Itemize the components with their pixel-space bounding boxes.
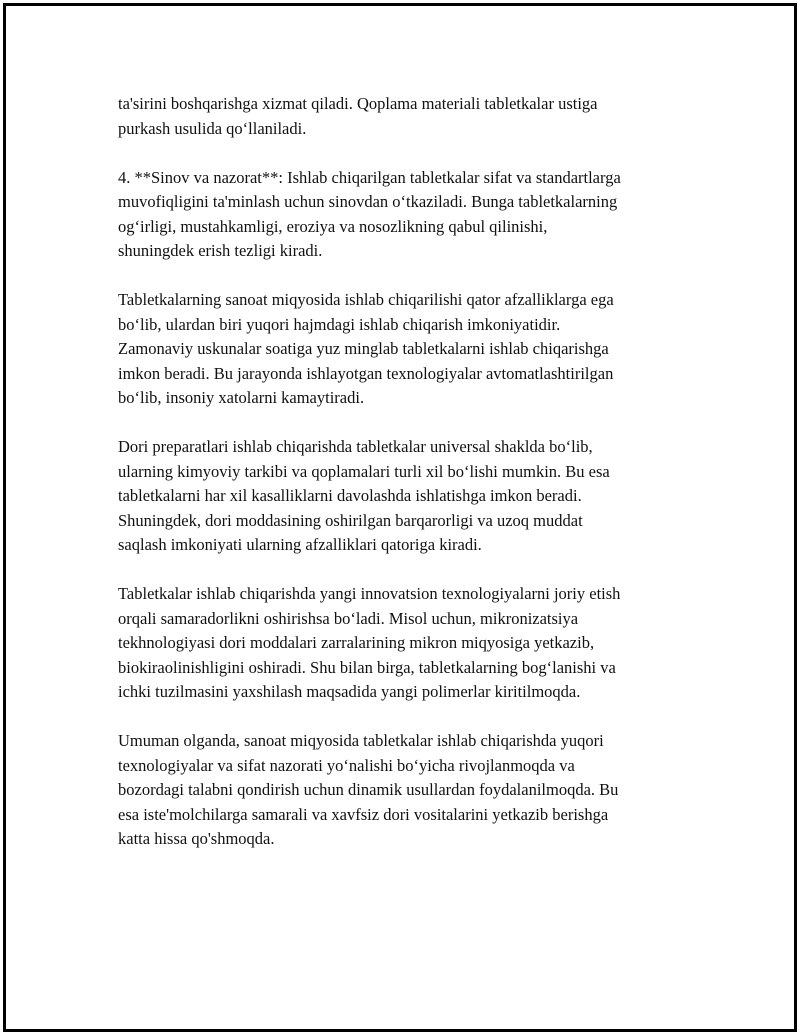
text-line: Shuningdek, dori moddasining oshirilgan barqarorligi va uzoq muddat	[118, 510, 583, 530]
text-line: bo‘lib, ulardan biri yuqori hajmdagi ishlab chiqarish imkoniyatidir.	[118, 314, 561, 334]
text-line: esa iste'molchilarga samarali va xavfsiz dori vositalarini yetkazib berishga	[118, 804, 609, 824]
text-line: purkash usulida qo‘llaniladi.	[118, 118, 307, 138]
text-line: ularning kimyoviy tarkibi va qoplamalari turli xil bo‘lishi mumkin. Bu esa	[118, 461, 610, 481]
text-line: og‘irligi, mustahkamligi, eroziya va nosozlikning qabul qilinishi,	[118, 216, 548, 236]
paragraph-industrial-advantages	[118, 288, 693, 411]
text-line: 4. **Sinov va nazorat**: Ishlab chiqarilgan tabletkalar sifat va standartlarga	[118, 167, 621, 187]
text-line: muvofiqligini ta'minlash uchun sinovdan o‘tkaziladi. Bunga tabletkalarning	[118, 192, 618, 211]
paragraph-universal-form	[118, 435, 693, 558]
text-line: tekhnologiyasi dori moddalari zarralarining mikron miqyosiga yetkazib,	[118, 633, 595, 652]
text-line: texnologiyalar va sifat nazorati yo‘nalishi bo‘yicha rivojlanmoqda va	[118, 755, 575, 775]
text-line: shuningdek erish tezligi kiradi.	[118, 241, 323, 260]
text-line: tabletkalarni har xil kasalliklarni davolashda ishlatishga imkon beradi.	[118, 486, 582, 505]
text-line: Tabletkalar ishlab chiqarishda yangi innovatsion texnologiyalarni joriy etish	[118, 584, 621, 603]
text-line: saqlash imkoniyati ularning afzalliklari qatoriga kiradi.	[118, 535, 482, 554]
text-line: bo‘lib, insoniy xatolarni kamaytiradi.	[118, 388, 365, 407]
paragraph-testing	[118, 166, 693, 264]
text-line: katta hissa qo'shmoqda.	[118, 829, 275, 848]
paragraph-conclusion	[118, 729, 693, 852]
text-line: ichki tuzilmasini yaxshilash maqsadida yangi polimerlar kiritilmoqda.	[118, 682, 581, 701]
text-line: ta'sirini boshqarishga xizmat qiladi. Qoplama materiali tabletkalar ustiga	[118, 94, 598, 113]
text-line: Zamonaviy uskunalar soatiga yuz minglab tabletkalarni ishlab chiqarishga	[118, 339, 609, 358]
paragraph-coating	[118, 92, 693, 141]
text-line: Dori preparatlari ishlab chiqarishda tabletkalar universal shaklda bo‘lib,	[118, 437, 593, 456]
text-line: orqali samaradorlikni oshirishsa bo‘ladi. Misol uchun, mikronizatsiya	[118, 608, 579, 628]
text-line: biokiraolinishligini oshiradi. Shu bilan birga, tabletkalarning bog‘lanishi va	[118, 657, 616, 677]
text-line: bozordagi talabni qondirish uchun dinamik usullardan foydalanilmoqda. Bu	[118, 780, 619, 799]
document-body	[118, 92, 693, 876]
text-line: Umuman olganda, sanoat miqyosida tabletkalar ishlab chiqarishda yuqori	[118, 731, 604, 750]
paragraph-innovation	[118, 582, 693, 705]
text-line: Tabletkalarning sanoat miqyosida ishlab chiqarilishi qator afzalliklarga ega	[118, 290, 614, 309]
text-line: imkon beradi. Bu jarayonda ishlayotgan texnologiyalar avtomatlashtirilgan	[118, 363, 614, 383]
